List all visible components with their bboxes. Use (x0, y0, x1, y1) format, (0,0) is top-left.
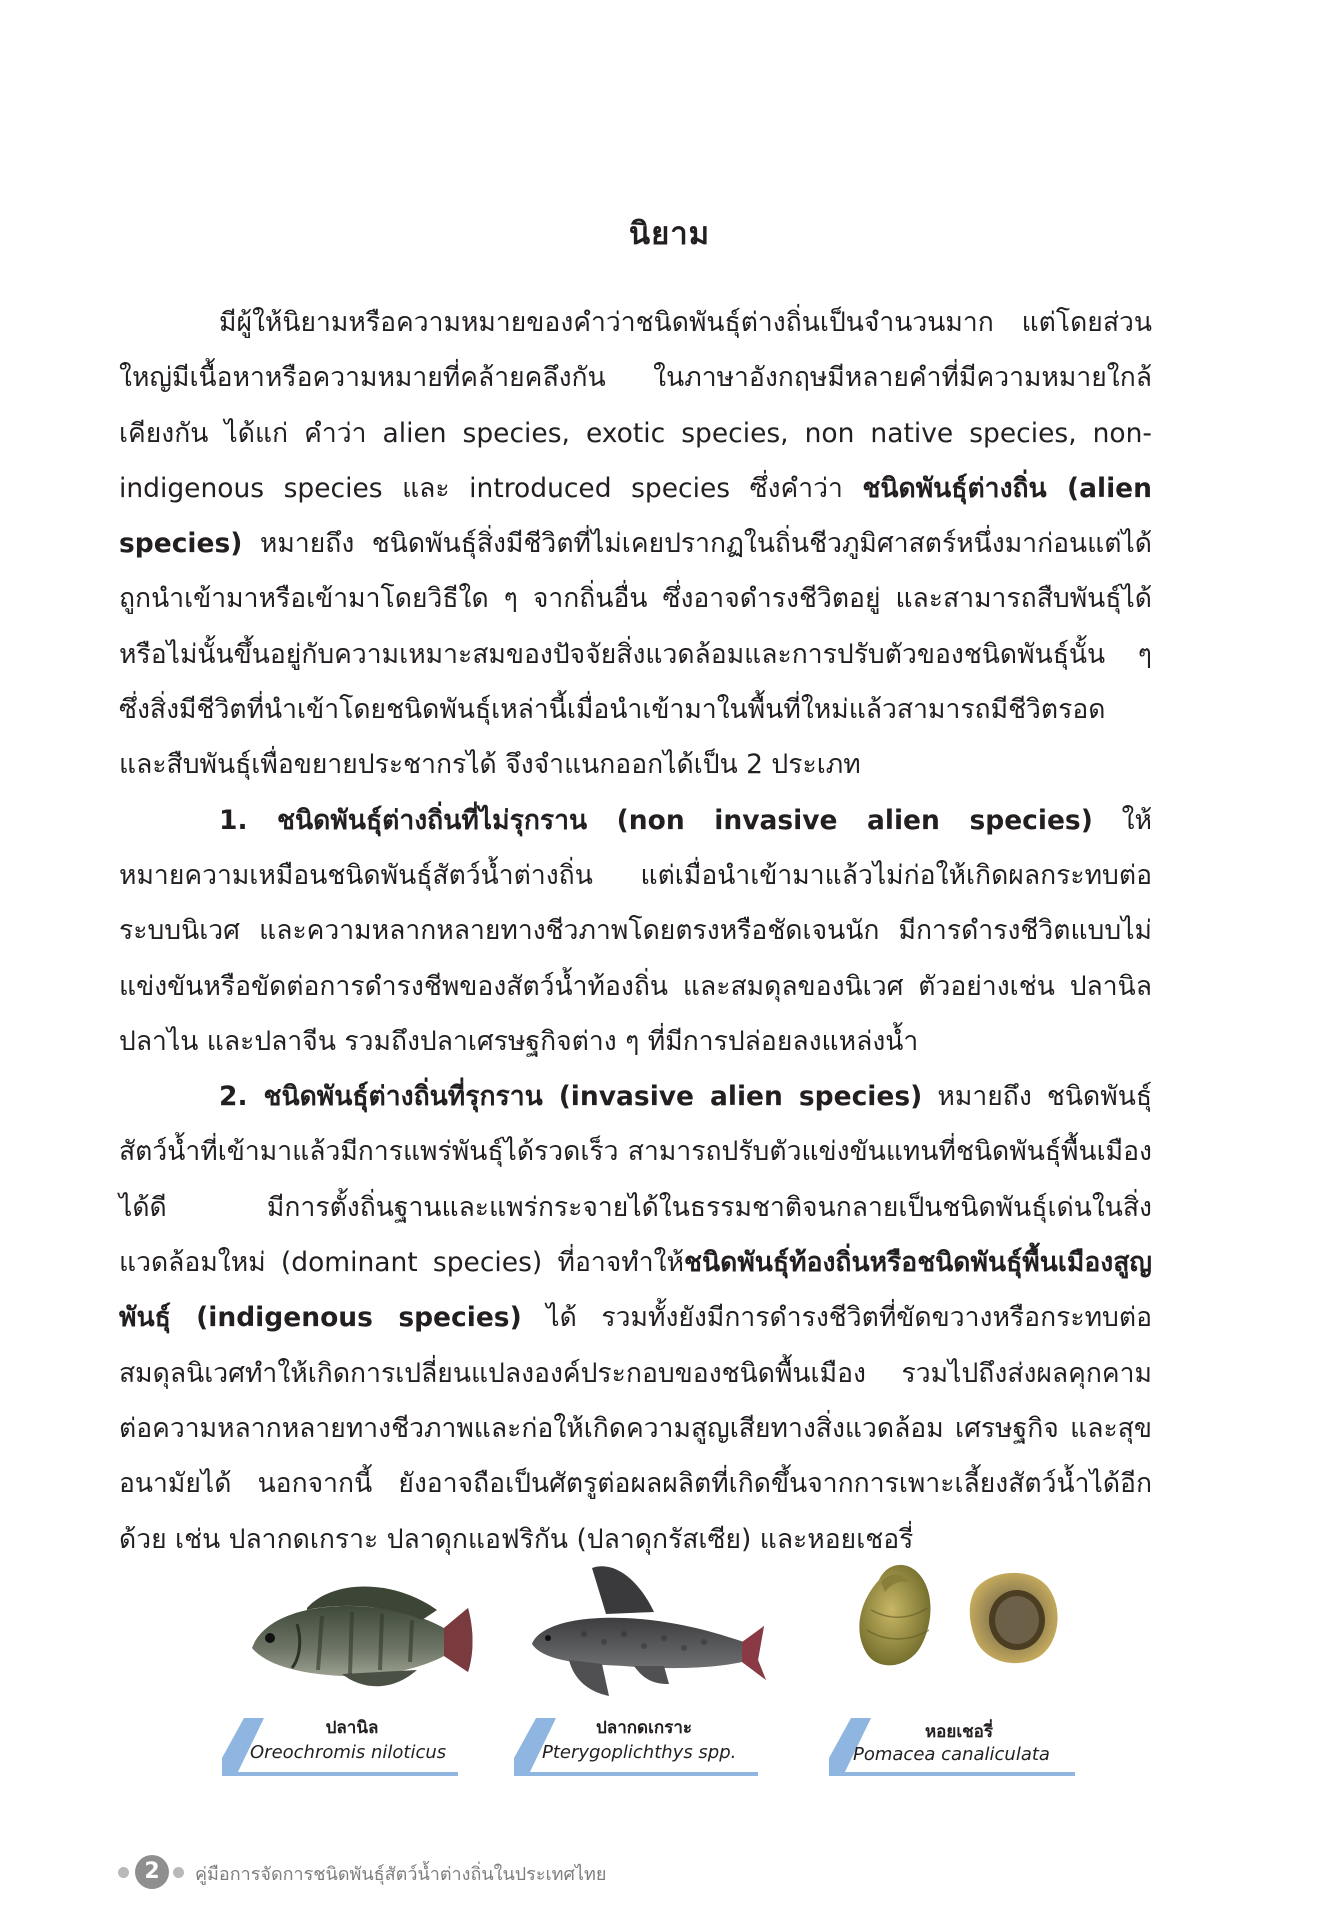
figure-apple-snail (829, 1550, 1089, 1790)
intro-text-2: หมายถึง ชนิดพันธุ์สิ่งมีชีวิตที่ไม่เคยปรากฏในถิ่นชีวภูมิศาสตร์หนึ่งมาก่อนแต่ได้ถูกนำเข้ามาหรือเข้ามาโดยวิธีใด ๆ จากถิ่นอื่น ซึ่งอาจดำรงชีวิตอยู่ และสามารถสืบพันธุ์ได้หรือไม่นั้นขึ้นอยู่กับความเหมาะสมของปัจจัยสิ่งแวดล้อมและการปรับตัวของชนิดพันธุ์นั้น ๆ ซึ่งสิ่งมีชีวิตที่นำเข้าโดยชนิดพันธุ์เหล่านี้เมื่อนำเข้ามาในพื้นที่ใหม่แล้วสามารถมีชีวิตรอดและสืบพันธุ์เพื่อขยายประชากรได้ จึงจำแนกออกได้เป็น 2 ประเภท (119, 528, 1152, 781)
species-figures (0, 1550, 1339, 1790)
figure-catfish (514, 1550, 774, 1790)
sailfin-catfish-icon (514, 1550, 774, 1710)
footer-dot (173, 1867, 184, 1878)
item-2-text-2: ได้ รวมทั้งยังมีการดำรงชีวิตที่ขัดขวางหรือกระทบต่อสมดุลนิเวศทำให้เกิดการเปลี่ยนแปลงองค์ประกอบของชนิดพื้นเมือง รวมไปถึงส่งผลคุกคามต่อความหลากหลายทางชีวภาพและก่อให้เกิดความสูญเสียทางสิ่งแวดล้อม เศรษฐกิจ และสุขอนามัยได้ นอกจากนี้ ยังอาจถือเป็นศัตรูต่อผลผลิตที่เกิดขึ้นจากการเพาะเลี้ยงสัตว์น้ำได้อีกด้วย เช่น ปลากดเกราะ ปลาดุกแอฟริกัน (ปลาดุกรัสเซีย) และหอยเชอรี่ (119, 1302, 1152, 1555)
figure-caption-thai: หอยเชอรี่ (924, 1722, 994, 1742)
tilapia-fish-icon (222, 1550, 482, 1710)
item-1-heading: 1. ชนิดพันธุ์ต่างถิ่นที่ไม่รุกราน (non invasive alien species) (219, 804, 1093, 836)
figure-caption-thai: ปลากดเกราะ (596, 1718, 692, 1738)
intro-paragraph (119, 295, 1152, 793)
footer-title: คู่มือการจัดการชนิดพันธุ์สัตว์น้ำต่างถิ่นในประเทศไทย (195, 1864, 607, 1885)
figure-caption-scientific: Oreochromis niloticus (250, 1742, 447, 1763)
body-text (119, 295, 1152, 1567)
footer-dot (118, 1867, 129, 1878)
item-2-bold-term: ชนิดพันธุ์ท้องถิ่นหรือชนิดพันธุ์พื้นเมืองสูญพันธุ์ (indigenous species) (119, 1247, 1152, 1334)
intro-text-1: มีผู้ให้นิยามหรือความหมายของคำว่าชนิดพันธุ์ต่างถิ่นเป็นจำนวนมาก แต่โดยส่วนใหญ่มีเนื้อหาหรือความหมายที่คล้ายคลึงกัน ในภาษาอังกฤษมีหลายคำที่มีความหมายใกล้เคียงกัน ได้แก่ คำว่า alien species, exotic species, non native species, non-indigenous species และ introduced species ซึ่งคำว่า (119, 307, 1152, 504)
item-2-heading: 2. ชนิดพันธุ์ต่างถิ่นที่รุกราน (invasive alien species) (219, 1081, 923, 1113)
apple-snail-icon (829, 1550, 1089, 1710)
item-2-paragraph (119, 1069, 1152, 1567)
figure-caption-scientific: Pterygoplichthys spp. (542, 1742, 737, 1763)
item-1-text: ให้หมายความเหมือนชนิดพันธุ์สัตว์น้ำต่างถิ่น แต่เมื่อนำเข้ามาแล้วไม่ก่อให้เกิดผลกระทบต่อระบบนิเวศ และความหลากหลายทางชีวภาพโดยตรงหรือชัดเจนนัก มีการดำรงชีวิตแบบไม่แข่งขันหรือขัดต่อการดำรงชีพของสัตว์น้ำท้องถิ่น และสมดุลของนิเวศ ตัวอย่างเช่น ปลานิล ปลาไน และปลาจีน รวมถึงปลาเศรษฐกิจต่าง ๆ ที่มีการปล่อยลงแหล่งน้ำ (119, 804, 1152, 1057)
item-1-paragraph (119, 793, 1152, 1069)
item-2-text-1: หมายถึง ชนิดพันธุ์สัตว์น้ำที่เข้ามาแล้วมีการแพร่พันธุ์ได้รวดเร็ว สามารถปรับตัวแข่งขันแทนที่ชนิดพันธุ์พื้นเมืองได้ดี มีการตั้งถิ่นฐานและแพร่กระจายได้ในธรรมชาติจนกลายเป็นชนิดพันธุ์เด่นในสิ่งแวดล้อมใหม่ (dominant species) ที่อาจทำให้ (119, 1081, 1153, 1279)
page-number: 2 (135, 1855, 169, 1889)
figure-caption-scientific: Pomacea canaliculata (853, 1744, 1050, 1765)
page-title: นิยาม (628, 216, 711, 252)
figure-tilapia (222, 1550, 482, 1790)
figure-caption-thai: ปลานิล (325, 1718, 379, 1738)
intro-bold-term: ชนิดพันธุ์ต่างถิ่น (alien species) (119, 472, 1152, 560)
